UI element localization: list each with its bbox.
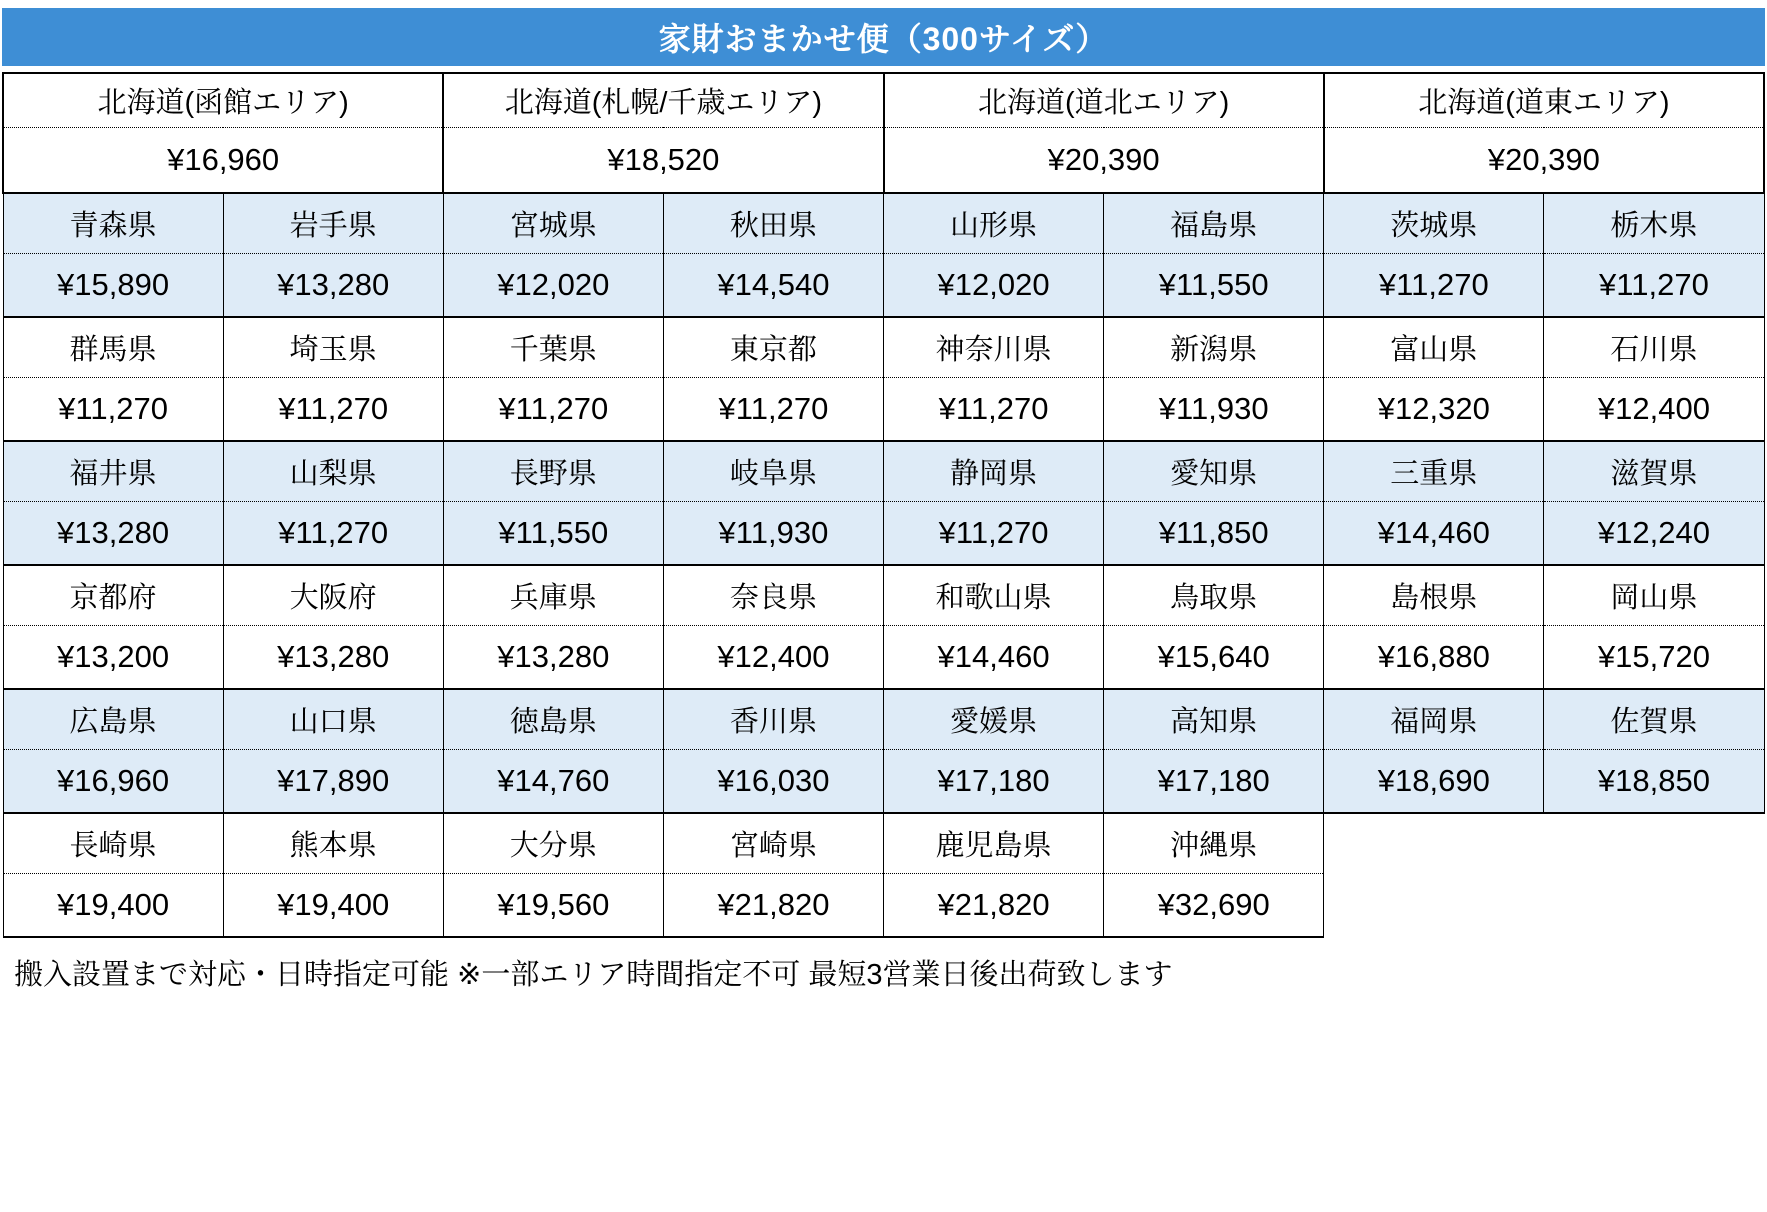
hokkaido-area-cell: 北海道(道北エリア) bbox=[884, 73, 1324, 127]
price-cell: ¥17,180 bbox=[1104, 749, 1324, 813]
prefecture-cell: 高知県 bbox=[1104, 689, 1324, 749]
empty-cell bbox=[1324, 873, 1544, 937]
prefecture-cell: 大分県 bbox=[443, 813, 663, 873]
price-cell: ¥11,270 bbox=[884, 501, 1104, 565]
prefecture-cell: 栃木県 bbox=[1544, 193, 1764, 253]
prefecture-cell: 富山県 bbox=[1324, 317, 1544, 377]
prefecture-cell: 兵庫県 bbox=[443, 565, 663, 625]
prefecture-cell: 福井県 bbox=[3, 441, 223, 501]
price-cell: ¥12,400 bbox=[1544, 377, 1764, 441]
prefecture-cell: 山梨県 bbox=[223, 441, 443, 501]
prefecture-cell: 三重県 bbox=[1324, 441, 1544, 501]
table-row bbox=[3, 317, 1764, 377]
price-cell: ¥19,400 bbox=[223, 873, 443, 937]
price-cell: ¥11,930 bbox=[663, 501, 883, 565]
prefecture-cell: 宮城県 bbox=[443, 193, 663, 253]
price-cell: ¥16,880 bbox=[1324, 625, 1544, 689]
prefecture-cell: 奈良県 bbox=[663, 565, 883, 625]
prefecture-cell: 和歌山県 bbox=[884, 565, 1104, 625]
table-row bbox=[3, 625, 1764, 689]
prefecture-cell: 愛媛県 bbox=[884, 689, 1104, 749]
prefecture-cell: 岩手県 bbox=[223, 193, 443, 253]
prefecture-cell: 群馬県 bbox=[3, 317, 223, 377]
prefecture-cell: 神奈川県 bbox=[884, 317, 1104, 377]
hokkaido-area-cell: 北海道(道東エリア) bbox=[1324, 73, 1764, 127]
hokkaido-price-cell: ¥20,390 bbox=[1324, 127, 1764, 193]
price-cell: ¥14,540 bbox=[663, 253, 883, 317]
price-cell: ¥16,960 bbox=[3, 749, 223, 813]
price-cell: ¥14,460 bbox=[1324, 501, 1544, 565]
price-cell: ¥11,270 bbox=[1324, 253, 1544, 317]
price-cell: ¥13,280 bbox=[223, 625, 443, 689]
table-row bbox=[3, 689, 1764, 749]
price-cell: ¥11,270 bbox=[884, 377, 1104, 441]
price-cell: ¥11,270 bbox=[3, 377, 223, 441]
footer-note: 搬入設置まで対応・日時指定可能 ※一部エリア時間指定不可 最短3営業日後出荷致します bbox=[14, 959, 1173, 991]
prefecture-cell: 佐賀県 bbox=[1544, 689, 1764, 749]
table-row bbox=[3, 127, 1764, 193]
table-row bbox=[3, 873, 1764, 937]
price-cell: ¥11,550 bbox=[1104, 253, 1324, 317]
price-cell: ¥19,560 bbox=[443, 873, 663, 937]
prefecture-cell: 茨城県 bbox=[1324, 193, 1544, 253]
prefecture-cell: 島根県 bbox=[1324, 565, 1544, 625]
prefecture-cell: 岐阜県 bbox=[663, 441, 883, 501]
table-row bbox=[3, 441, 1764, 501]
prefecture-cell: 愛知県 bbox=[1104, 441, 1324, 501]
price-cell: ¥17,890 bbox=[223, 749, 443, 813]
prefecture-cell: 鳥取県 bbox=[1104, 565, 1324, 625]
prefecture-cell: 静岡県 bbox=[884, 441, 1104, 501]
price-cell: ¥15,720 bbox=[1544, 625, 1764, 689]
price-cell: ¥16,030 bbox=[663, 749, 883, 813]
prefecture-cell: 広島県 bbox=[3, 689, 223, 749]
prefecture-cell: 徳島県 bbox=[443, 689, 663, 749]
price-cell: ¥14,760 bbox=[443, 749, 663, 813]
hokkaido-price-cell: ¥16,960 bbox=[3, 127, 443, 193]
price-cell: ¥21,820 bbox=[663, 873, 883, 937]
prefecture-cell: 岡山県 bbox=[1544, 565, 1764, 625]
price-cell: ¥12,400 bbox=[663, 625, 883, 689]
price-cell: ¥21,820 bbox=[884, 873, 1104, 937]
prefecture-cell: 千葉県 bbox=[443, 317, 663, 377]
prefecture-cell: 長野県 bbox=[443, 441, 663, 501]
table-row bbox=[3, 73, 1764, 127]
prefecture-cell: 宮崎県 bbox=[663, 813, 883, 873]
page-title: 家財おまかせ便（300サイズ） bbox=[658, 21, 1109, 57]
prefecture-cell: 滋賀県 bbox=[1544, 441, 1764, 501]
price-cell: ¥11,850 bbox=[1104, 501, 1324, 565]
prefecture-cell: 大阪府 bbox=[223, 565, 443, 625]
price-cell: ¥32,690 bbox=[1104, 873, 1324, 937]
prefecture-cell: 鹿児島県 bbox=[884, 813, 1104, 873]
table-row bbox=[3, 377, 1764, 441]
prefecture-cell: 秋田県 bbox=[663, 193, 883, 253]
price-cell: ¥11,270 bbox=[223, 377, 443, 441]
prefecture-cell: 長崎県 bbox=[3, 813, 223, 873]
price-cell: ¥19,400 bbox=[3, 873, 223, 937]
price-cell: ¥13,280 bbox=[3, 501, 223, 565]
price-cell: ¥13,280 bbox=[223, 253, 443, 317]
price-cell: ¥11,270 bbox=[443, 377, 663, 441]
price-cell: ¥15,640 bbox=[1104, 625, 1324, 689]
hokkaido-area-cell: 北海道(函館エリア) bbox=[3, 73, 443, 127]
table-row bbox=[3, 501, 1764, 565]
prefecture-cell: 沖縄県 bbox=[1104, 813, 1324, 873]
prefecture-cell: 福岡県 bbox=[1324, 689, 1544, 749]
empty-cell bbox=[1324, 813, 1544, 873]
price-cell: ¥14,460 bbox=[884, 625, 1104, 689]
hokkaido-area-cell: 北海道(札幌/千歳エリア) bbox=[443, 73, 883, 127]
price-cell: ¥11,930 bbox=[1104, 377, 1324, 441]
hokkaido-price-cell: ¥18,520 bbox=[443, 127, 883, 193]
hokkaido-price-cell: ¥20,390 bbox=[884, 127, 1324, 193]
price-cell: ¥11,270 bbox=[223, 501, 443, 565]
empty-cell bbox=[1544, 873, 1764, 937]
price-cell: ¥12,020 bbox=[443, 253, 663, 317]
prefecture-cell: 青森県 bbox=[3, 193, 223, 253]
price-cell: ¥12,320 bbox=[1324, 377, 1544, 441]
price-cell: ¥11,270 bbox=[663, 377, 883, 441]
prefecture-cell: 石川県 bbox=[1544, 317, 1764, 377]
price-cell: ¥12,020 bbox=[884, 253, 1104, 317]
price-cell: ¥13,200 bbox=[3, 625, 223, 689]
prefecture-cell: 山口県 bbox=[223, 689, 443, 749]
prefecture-cell: 京都府 bbox=[3, 565, 223, 625]
table-row bbox=[3, 565, 1764, 625]
prefecture-cell: 山形県 bbox=[884, 193, 1104, 253]
table-row bbox=[3, 193, 1764, 253]
prefecture-cell: 香川県 bbox=[663, 689, 883, 749]
price-cell: ¥15,890 bbox=[3, 253, 223, 317]
price-cell: ¥11,270 bbox=[1544, 253, 1764, 317]
price-cell: ¥13,280 bbox=[443, 625, 663, 689]
price-cell: ¥18,850 bbox=[1544, 749, 1764, 813]
price-cell: ¥17,180 bbox=[884, 749, 1104, 813]
prefecture-cell: 熊本県 bbox=[223, 813, 443, 873]
prefecture-cell: 新潟県 bbox=[1104, 317, 1324, 377]
empty-cell bbox=[1544, 813, 1764, 873]
price-cell: ¥11,550 bbox=[443, 501, 663, 565]
table-title-banner bbox=[2, 8, 1765, 66]
price-table-body bbox=[3, 73, 1764, 937]
prefecture-cell: 東京都 bbox=[663, 317, 883, 377]
prefecture-cell: 福島県 bbox=[1104, 193, 1324, 253]
table-row bbox=[3, 253, 1764, 317]
price-cell: ¥12,240 bbox=[1544, 501, 1764, 565]
price-cell: ¥18,690 bbox=[1324, 749, 1544, 813]
shipping-fee-table bbox=[2, 72, 1765, 938]
prefecture-cell: 埼玉県 bbox=[223, 317, 443, 377]
table-row bbox=[3, 749, 1764, 813]
table-row bbox=[3, 813, 1764, 873]
